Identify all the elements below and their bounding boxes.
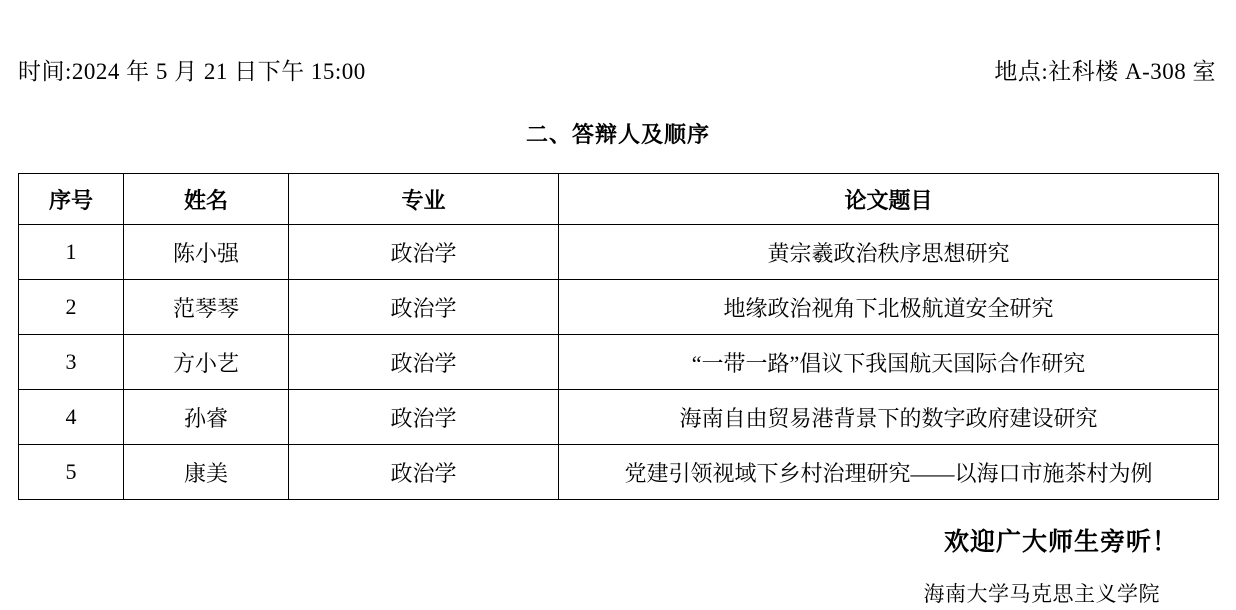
column-header-no: 序号 <box>19 174 124 225</box>
organization-name: 海南大学马克思主义学院 <box>923 582 1160 606</box>
section-heading: 二、答辩人及顺序 <box>525 122 710 147</box>
column-header-major: 专业 <box>289 174 559 225</box>
table-header-row <box>19 174 1219 225</box>
table-row <box>19 225 1219 280</box>
cell-no: 1 <box>19 225 124 280</box>
cell-thesis: 黄宗羲政治秩序思想研究 <box>559 225 1219 280</box>
meta-row <box>18 0 1218 86</box>
cell-name: 陈小强 <box>124 225 289 280</box>
cell-name: 孙睿 <box>124 390 289 445</box>
cell-thesis: 党建引领视域下乡村治理研究——以海口市施茶村为例 <box>559 445 1219 500</box>
cell-name: 范琴琴 <box>124 280 289 335</box>
cell-name: 方小艺 <box>124 335 289 390</box>
column-header-name: 姓名 <box>124 174 289 225</box>
table-row <box>19 390 1219 445</box>
column-header-thesis: 论文题目 <box>559 174 1219 225</box>
table-row <box>19 335 1219 390</box>
table-row <box>19 280 1219 335</box>
table-row <box>19 445 1219 500</box>
document-footer <box>18 522 1218 608</box>
cell-no: 3 <box>19 335 124 390</box>
cell-thesis: 海南自由贸易港背景下的数字政府建设研究 <box>559 390 1219 445</box>
cell-major: 政治学 <box>289 335 559 390</box>
cell-major: 政治学 <box>289 225 559 280</box>
cell-no: 4 <box>19 390 124 445</box>
cell-thesis: 地缘政治视角下北极航道安全研究 <box>559 280 1219 335</box>
defense-time: 时间:2024 年 5 月 21 日下午 15:00 <box>18 59 366 84</box>
welcome-note: 欢迎广大师生旁听！ <box>943 529 1178 556</box>
cell-no: 2 <box>19 280 124 335</box>
defense-schedule-table <box>18 173 1219 500</box>
cell-major: 政治学 <box>289 280 559 335</box>
cell-thesis: “一带一路”倡议下我国航天国际合作研究 <box>559 335 1219 390</box>
defense-place: 地点:社科楼 A-308 室 <box>994 59 1216 84</box>
cell-major: 政治学 <box>289 445 559 500</box>
cell-major: 政治学 <box>289 390 559 445</box>
cell-no: 5 <box>19 445 124 500</box>
cell-name: 康美 <box>124 445 289 500</box>
